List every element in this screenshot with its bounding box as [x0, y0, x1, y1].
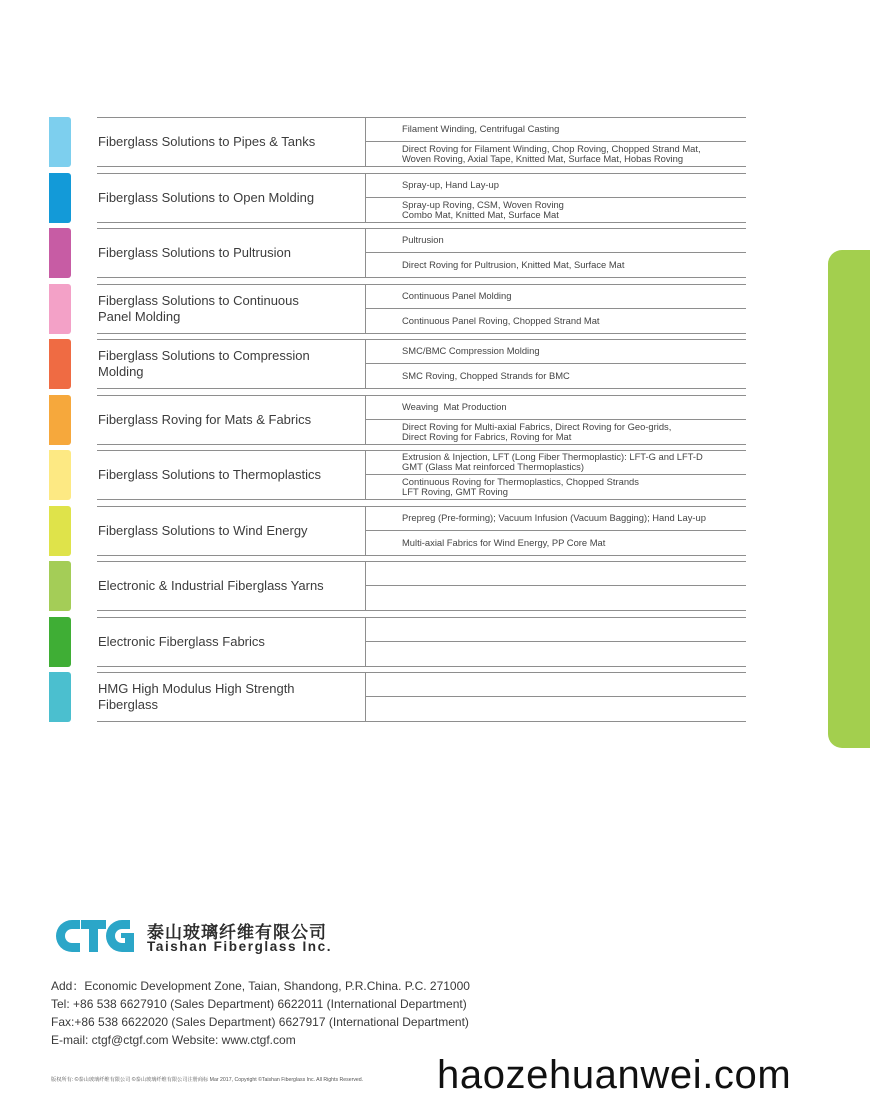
- category-text: Electronic Fiberglass Fabrics: [98, 633, 265, 649]
- table-row: [0, 228, 760, 280]
- ctg-logo-mark: [50, 917, 136, 955]
- products-cell-text: SMC Roving, Chopped Strands for BMC: [402, 370, 570, 381]
- table-row: [0, 395, 760, 447]
- rule-line: [365, 339, 366, 389]
- tel-line: Tel: +86 538 6627910 (Sales Department) 6622011 (International Department): [51, 997, 467, 1011]
- products-cell-text: Direct Roving for Pultrusion, Knitted Mat, Surface Mat: [402, 259, 625, 270]
- process-cell: [402, 284, 752, 308]
- products-cell: [402, 586, 752, 610]
- category-text: HMG High Modulus High Strength Fiberglass: [98, 681, 295, 712]
- table-row: [0, 561, 760, 613]
- process-cell-text: Spray-up, Hand Lay-up: [402, 178, 499, 190]
- products-cell: [402, 309, 752, 333]
- category-text: Fiberglass Solutions to Thermoplastics: [98, 467, 322, 482]
- category-text: Electronic & Industrial Fiberglass Yarns: [98, 578, 324, 593]
- copyright-fine-print: 版权所有: ©泰山玻璃纤维有限公司 ©泰山玻璃纤维有限公司注册商标 Mar 2017, Copyright ©Taishan Fiberglass Inc. All Rights Reserved.: [51, 1077, 364, 1083]
- rule-line: [365, 228, 366, 278]
- rule-line: [365, 395, 366, 445]
- category-label: [98, 450, 360, 500]
- company-logo: [50, 915, 370, 959]
- products-cell: [402, 420, 752, 444]
- rule-line: [365, 117, 366, 167]
- products-cell: [402, 531, 752, 555]
- color-swatch: [49, 450, 71, 500]
- category-label: [98, 173, 360, 223]
- products-cell-text: Multi-axial Fabrics for Wind Energy, PP Core Mat: [402, 536, 606, 548]
- category-text: Fiberglass Solutions to Compression Molding: [98, 348, 310, 379]
- color-swatch: [49, 395, 71, 445]
- table-row: [0, 173, 760, 225]
- category-label: [98, 395, 360, 445]
- category-label: [98, 561, 360, 611]
- category-label: [98, 617, 360, 667]
- process-cell: [402, 672, 752, 696]
- process-cell-text: Pultrusion: [402, 234, 444, 245]
- process-cell-text: Filament Winding, Centrifugal Casting: [402, 123, 560, 134]
- category-text: Fiberglass Solutions to Continuous Panel Molding: [98, 292, 299, 324]
- rule-line: [365, 561, 366, 611]
- products-cell-text: Continuous Roving for Thermoplastics, Chopped Strands LFT Roving, GMT Roving: [402, 476, 639, 497]
- category-label: [98, 339, 360, 389]
- color-swatch: [49, 173, 71, 223]
- products-cell: [402, 198, 752, 222]
- process-cell-text: Extrusion & Injection, LFT (Long Fiber Thermoplastic): LFT-G and LFT-D GMT (Glass Mat reinforced Thermoplastics): [402, 451, 703, 472]
- rule-line: [365, 617, 366, 667]
- products-cell-text: Direct Roving for Filament Winding, Chop Roving, Chopped Strand Mat, Woven Roving, Axial Tape, Knitted Mat, Surface Mat, Hobas Roving: [402, 143, 701, 164]
- color-swatch: [49, 339, 71, 389]
- category-label: [98, 506, 360, 556]
- products-cell: [402, 253, 752, 277]
- company-english-name: Taishan Fiberglass Inc.: [147, 939, 333, 954]
- rule-line: [365, 506, 366, 556]
- rule-line: [365, 450, 366, 500]
- products-cell-text: Spray-up Roving, CSM, Woven Roving Combo Mat, Knitted Mat, Surface Mat: [402, 198, 564, 220]
- color-swatch: [49, 284, 71, 334]
- email-website-line: E-mail: ctgf@ctgf.com Website: www.ctgf.com: [51, 1033, 296, 1047]
- category-text: Fiberglass Solutions to Wind Energy: [98, 522, 308, 538]
- contact-block: [51, 977, 521, 1049]
- rule-line: [365, 173, 366, 223]
- process-cell: [402, 339, 752, 363]
- table-row: [0, 117, 760, 169]
- process-cell: [402, 450, 752, 474]
- rule-line: [365, 284, 366, 334]
- category-label: [98, 284, 360, 334]
- process-cell: [402, 228, 752, 252]
- table-row: [0, 672, 760, 724]
- side-tab: [828, 250, 870, 748]
- process-cell-text: Weaving Mat Production: [402, 400, 507, 412]
- table-row: [0, 339, 760, 391]
- products-cell: [402, 697, 752, 721]
- products-cell-text: Continuous Panel Roving, Chopped Strand Mat: [402, 314, 600, 326]
- process-cell-text: Continuous Panel Molding: [402, 289, 512, 301]
- category-label: [98, 117, 360, 167]
- products-cell: [402, 475, 752, 499]
- color-swatch: [49, 561, 71, 611]
- category-text: Fiberglass Solutions to Pultrusion: [98, 245, 291, 260]
- category-text: Fiberglass Solutions to Open Molding: [98, 189, 315, 205]
- products-cell: [402, 142, 752, 166]
- color-swatch: [49, 117, 71, 167]
- company-chinese-name: 泰山玻璃纤维有限公司: [147, 923, 327, 942]
- address-line: Add：Economic Development Zone, Taian, Shandong, P.R.China. P.C. 271000: [51, 979, 470, 993]
- color-swatch: [49, 672, 71, 722]
- category-label: [98, 228, 360, 278]
- products-cell: [402, 364, 752, 388]
- table-row: [0, 450, 760, 502]
- products-cell-text: Direct Roving for Multi-axial Fabrics, Direct Roving for Geo-grids, Direct Roving for Fabrics, Roving for Mat: [402, 420, 672, 442]
- process-cell: [402, 506, 752, 530]
- category-label: [98, 672, 360, 722]
- process-cell-text: SMC/BMC Compression Molding: [402, 345, 540, 356]
- table-row: [0, 617, 760, 669]
- table-row: [0, 506, 760, 558]
- category-text: Fiberglass Solutions to Pipes & Tanks: [98, 134, 316, 149]
- process-cell: [402, 173, 752, 197]
- rule-line: [365, 672, 366, 722]
- watermark-text: haozehuanwei.com: [437, 1049, 793, 1101]
- process-cell: [402, 395, 752, 419]
- process-cell-text: Prepreg (Pre-forming); Vacuum Infusion (Vacuum Bagging); Hand Lay-up: [402, 511, 706, 523]
- color-swatch: [49, 506, 71, 556]
- process-cell: [402, 617, 752, 641]
- table-row: [0, 284, 760, 336]
- fax-line: Fax:+86 538 6622020 (Sales Department) 6627917 (International Department): [51, 1015, 469, 1029]
- products-cell: [402, 642, 752, 666]
- process-cell: [402, 561, 752, 585]
- category-text: Fiberglass Roving for Mats & Fabrics: [98, 411, 312, 427]
- color-swatch: [49, 228, 71, 278]
- process-cell: [402, 117, 752, 141]
- color-swatch: [49, 617, 71, 667]
